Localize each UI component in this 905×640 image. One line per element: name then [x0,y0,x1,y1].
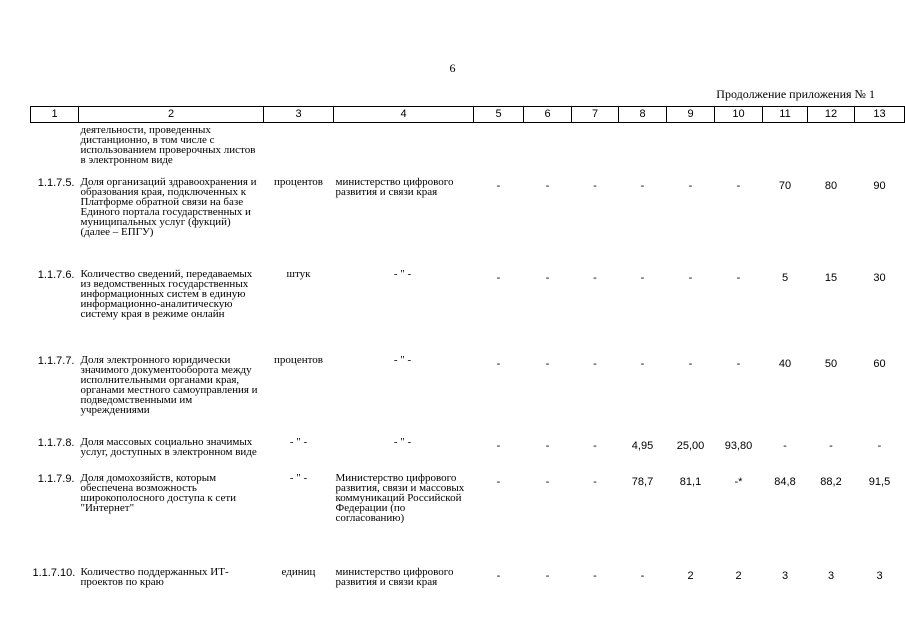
value-cell: - [593,179,597,192]
value-cell: 70 [778,179,792,192]
indicator-name: деятельности, проведенных дистанционно, в том числе с использованием проверочных листов в электронном виде [80,124,256,166]
column-header: 9 [667,107,715,123]
responsible: Министерство цифрового развития, связи и массовых коммуникаций Российской Федерации (по согласованию) [335,471,465,524]
value-cell: 2 [735,569,742,582]
indicator-name: Количество сведений, передаваемых из ведомственных государственных информационных систем в единую информационно-аналитическую систему края в режиме онлайн [80,267,253,320]
column-header: 12 [808,107,855,123]
value-cell: 4,95 [631,439,654,452]
value-cell: - [829,439,833,452]
value-cell [619,123,667,177]
value-cell [524,123,572,177]
column-header: 4 [334,107,474,123]
value-cell: - [593,357,597,370]
value-cell: - [736,271,741,284]
value-cell: 80 [824,179,838,192]
value-cell: - [593,569,597,582]
value-cell: - [877,439,882,452]
value-cell: 3 [876,569,883,582]
value-cell: 81,1 [679,475,702,488]
value-cell [715,123,763,177]
value-cell: - [593,271,597,284]
table-row [31,355,905,437]
unit: процентов [274,353,323,366]
value-cell: 3 [827,569,835,582]
value-cell: - [640,179,645,192]
value-cell: - [593,475,597,488]
value-cell: - [736,179,741,192]
value-cell: - [545,569,550,582]
value-cell: 90 [873,179,886,192]
value-cell: - [545,475,550,488]
value-cell [667,123,715,177]
unit: штук [286,267,311,280]
value-cell: - [496,439,501,452]
indicator-name: Доля массовых социально значимых услуг, доступных в электронном виде [80,435,257,458]
value-cell: 93,80 [724,439,753,452]
value-cell: - [496,475,501,488]
column-header: 10 [715,107,763,123]
unit: - " - [289,471,308,484]
value-cell: - [640,271,645,284]
value-cell: - [496,271,501,284]
unit [264,123,334,177]
indicator-name: Доля электронного юридически значимого документооборота между исполнительными органами края, органами местного самоуправления и подведомственными им учреждениями [80,353,258,416]
value-cell: - [688,357,693,370]
responsible: - " - [393,435,412,448]
value-cell: 50 [824,357,838,370]
row-code: 1.1.7.6. [37,268,75,281]
row-code: 1.1.7.8. [37,436,75,449]
value-cell: - [496,179,501,192]
appendix-continuation-label: Продолжение приложения № 1 [716,87,875,101]
value-cell [572,123,619,177]
value-cell: 5 [781,271,789,284]
value-cell: - [640,569,645,582]
indicator-name: Количество поддержанных ИТ-проектов по краю [80,565,229,588]
value-cell: - [545,439,550,452]
row-code [31,123,79,177]
table-row [31,177,905,269]
value-cell: 78,7 [631,475,654,488]
column-header: 5 [474,107,524,123]
responsible [334,123,474,177]
value-cell: -* [734,475,743,488]
value-cell [855,123,905,177]
column-header: 7 [572,107,619,123]
indicators-table [30,106,905,613]
value-cell: - [736,357,741,370]
indicator-name: Доля организаций здравоохранения и образования края, подключенных к Платформе обратной связи на базе Единого портала государственных и муниципальных услуг (фукций) (далее – ЕПГУ) [80,175,257,238]
value-cell: - [783,439,787,452]
page-number: 6 [449,61,456,75]
indicator-name: Доля домохозяйств, которым обеспечена возможность широкополосного доступа к сети "Интернет" [80,471,237,514]
responsible: министерство цифрового развития и связи края [335,565,454,588]
value-cell: - [688,179,693,192]
value-cell: 25,00 [676,439,705,452]
column-header: 3 [264,107,334,123]
table-row [31,269,905,355]
value-cell: - [593,439,597,452]
value-cell: 60 [873,357,886,370]
value-cell [808,123,855,177]
value-cell: - [640,357,645,370]
value-cell: 84,8 [774,475,796,488]
table-header-row [31,107,905,123]
value-cell: 30 [873,271,886,284]
row-code: 1.1.7.9. [37,472,75,485]
unit: процентов [274,175,323,188]
column-header: 8 [619,107,667,123]
value-cell: - [545,271,550,284]
value-cell: - [688,271,693,284]
row-code: 1.1.7.10. [32,566,76,579]
value-cell: - [496,357,501,370]
responsible: - " - [393,267,412,280]
value-cell: - [545,179,550,192]
responsible: министерство цифрового развития и связи края [335,175,454,198]
row-code: 1.1.7.5. [37,176,75,189]
unit: - " - [289,435,308,448]
column-header: 1 [31,107,79,123]
table-row [31,437,905,473]
unit: единиц [281,565,316,578]
value-cell: 15 [824,271,838,284]
table-row [31,567,905,613]
value-cell [474,123,524,177]
value-cell: - [545,357,550,370]
value-cell: 3 [781,569,789,582]
column-header: 2 [79,107,264,123]
value-cell: 91,5 [868,475,891,488]
row-code: 1.1.7.7. [37,354,75,367]
column-header: 6 [524,107,572,123]
value-cell: - [496,569,501,582]
column-header: 11 [763,107,808,123]
responsible: - " - [393,353,412,366]
value-cell: 2 [687,569,694,582]
column-header: 13 [855,107,905,123]
table-row [31,473,905,567]
table-row [31,123,905,177]
value-cell: 88,2 [820,475,842,488]
value-cell [763,123,808,177]
value-cell: 40 [778,357,792,370]
